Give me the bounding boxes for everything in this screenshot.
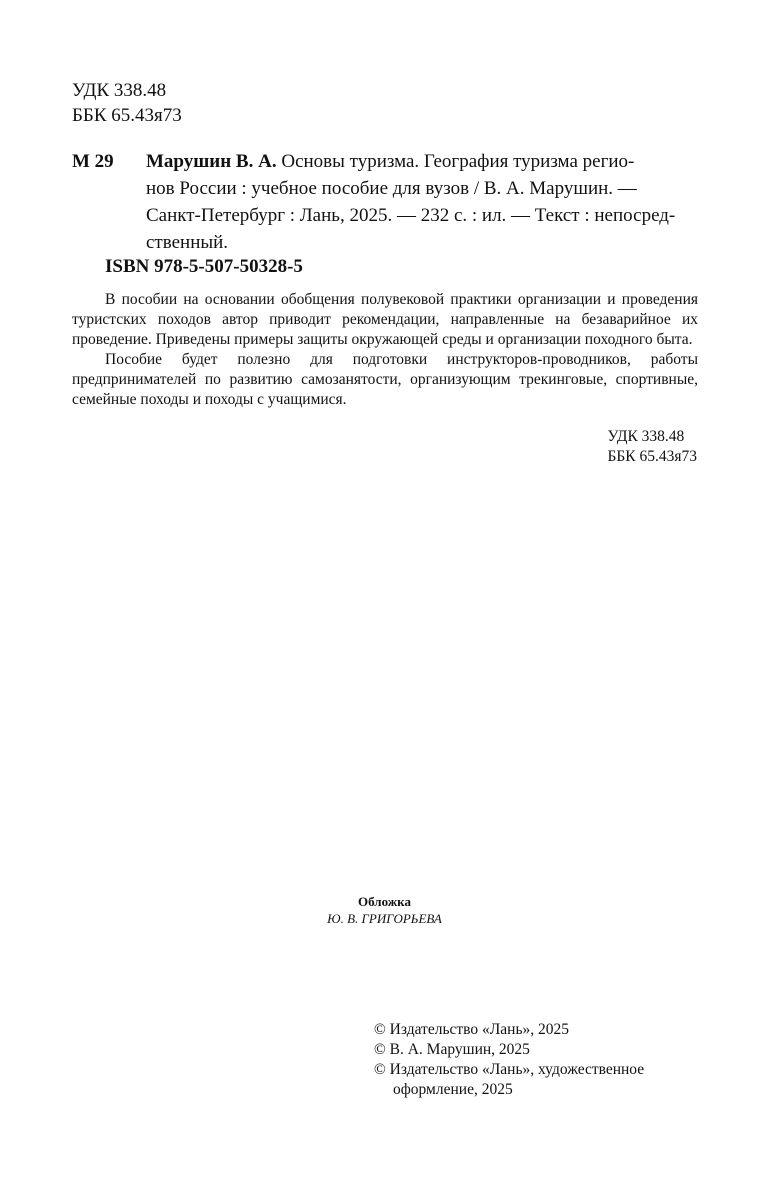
cover-credit	[0, 893, 769, 927]
copyright-line-1: © Издательство «Лань», 2025	[374, 1021, 570, 1038]
entry-line-1	[146, 148, 698, 175]
copyright-line-2: © В. А. Марушин, 2025	[374, 1041, 530, 1058]
book-title: Основы туризма. География туризма регио-	[281, 151, 635, 172]
isbn-number: ISBN 978-5-507-50328-5	[105, 256, 303, 277]
bottom-classification-codes	[607, 427, 697, 467]
author-sign-code: М 29	[72, 151, 114, 172]
udk-code: УДК 338.48	[72, 80, 167, 101]
copyright-line-3: © Издательство «Лань», художественное	[374, 1061, 645, 1078]
bbk-code: ББК 65.43я73	[72, 105, 182, 126]
copyright-line-4: оформление, 2025	[393, 1081, 513, 1098]
entry-line-4: ственный.	[146, 232, 229, 253]
entry-line-2: нов России : учебное пособие для вузов / В. А. Марушин. —	[146, 178, 637, 199]
author-name: Марушин В. А.	[146, 151, 277, 172]
udk-code-bottom: УДК 338.48	[607, 428, 685, 445]
cover-label: Обложка	[358, 894, 411, 909]
bibliographic-entry	[72, 148, 698, 256]
abstract-paragraph-1: В пособии на основании обобщения полувековой практики организации и проведения туристских походов автор приводит рекомендации, направленные на безаварийное их проведение. Приведены примеры защиты окружающей среды и организации походного быта.	[72, 291, 698, 348]
cover-designer-name: Ю. В. ГРИГОРЬЕВА	[327, 911, 442, 926]
bbk-code-bottom: ББК 65.43я73	[607, 448, 697, 465]
abstract	[72, 290, 698, 410]
abstract-paragraph-2: Пособие будет полезно для подготовки инструкторов-проводников, работы предпринимателей по развитию самозанятости, организующим трекинговые, спортивные, семейные походы и походы с учащимися.	[72, 351, 698, 408]
copyright-block	[374, 1020, 644, 1100]
entry-line-3: Санкт-Петербург : Лань, 2025. — 232 с. : ил. — Текст : непосред-	[146, 205, 676, 226]
top-classification-codes	[72, 78, 182, 128]
